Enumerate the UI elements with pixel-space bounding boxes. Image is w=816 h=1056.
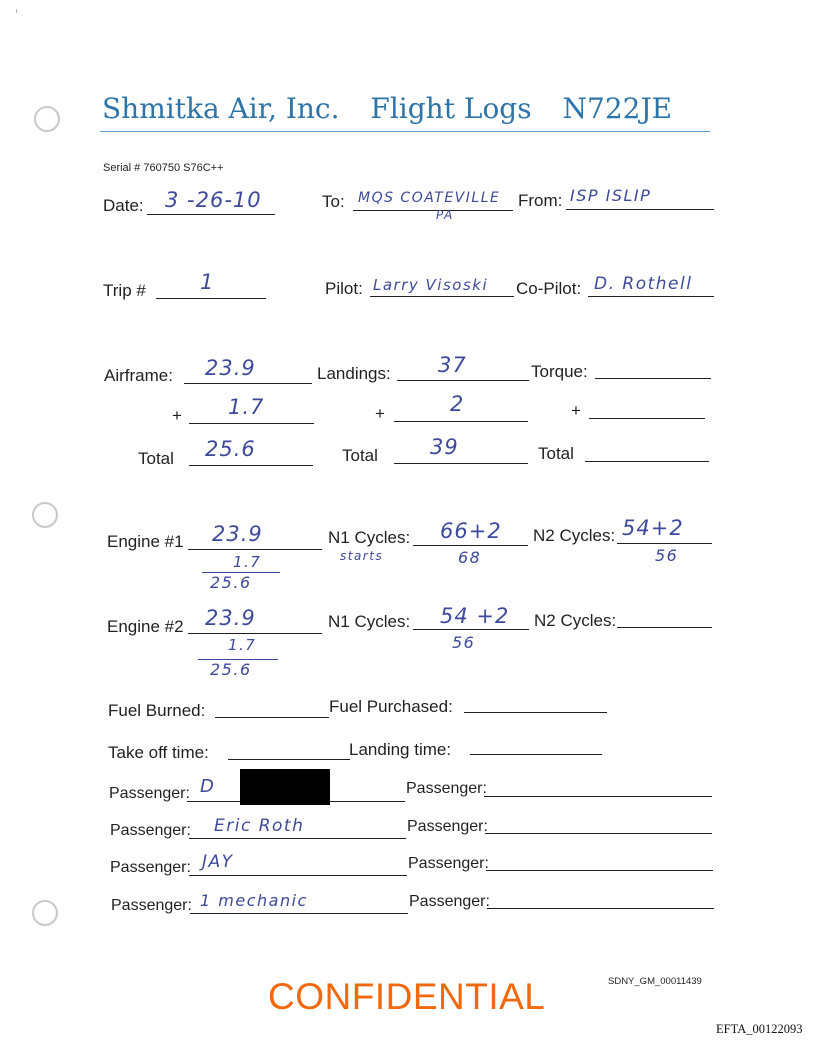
- airframe-add-line: [189, 423, 314, 424]
- airframe-total-label: Total: [138, 449, 174, 468]
- engine1-n2-label: N2 Cycles:: [533, 526, 616, 545]
- airframe-label: Airframe:: [104, 366, 173, 385]
- landings-total-line: [394, 463, 528, 464]
- engine1-label: Engine #1: [107, 532, 184, 551]
- landings-value: 37: [438, 353, 467, 377]
- engine1-add: 1.7: [233, 553, 262, 571]
- bates-number: SDNY_GM_00011439: [608, 976, 702, 987]
- engine1-n2-line: [617, 543, 712, 544]
- airframe-plus: +: [172, 406, 182, 425]
- torque-field-line: [595, 378, 711, 379]
- engine1-n2-value: 54+2: [622, 516, 684, 540]
- passenger-3-label: Passenger:: [110, 822, 191, 839]
- copilot-label: Co-Pilot:: [516, 279, 582, 298]
- date-value: 3 -26-10: [165, 188, 262, 212]
- log-title: Flight Logs: [370, 92, 532, 125]
- trip-value: 1: [200, 270, 215, 294]
- copilot-field-line: [588, 296, 714, 297]
- redaction-box: [240, 769, 330, 805]
- passenger-8-label: Passenger:: [409, 893, 490, 910]
- landing-time-line: [470, 754, 602, 755]
- to-value: MQS COATEVILLE: [358, 190, 501, 206]
- from-value: ISP ISLIP: [570, 186, 652, 205]
- engine1-n2-sum: 56: [655, 546, 679, 565]
- torque-plus: +: [571, 401, 581, 420]
- binder-hole-top: [34, 106, 60, 132]
- airframe-field-line: [184, 383, 312, 384]
- date-label: Date:: [103, 196, 144, 215]
- torque-total-label: Total: [538, 444, 574, 463]
- title-underline: [100, 131, 710, 132]
- takeoff-time-line: [228, 759, 350, 760]
- serial-number: Serial # 760750 S76C++: [103, 162, 224, 174]
- engine1-value: 23.9: [212, 522, 263, 546]
- passenger-8-line: [487, 908, 714, 909]
- landings-field-line: [397, 380, 529, 381]
- page-title: [102, 92, 694, 125]
- engine1-sum: 25.6: [210, 573, 252, 592]
- passenger-1-value: D: [200, 776, 215, 797]
- engine2-n1-value: 54 +2: [440, 604, 510, 628]
- engine1-n1-value: 66+2: [440, 519, 502, 543]
- landing-time-label: Landing time:: [349, 740, 452, 759]
- fuel-purchased-label: Fuel Purchased:: [329, 697, 453, 716]
- passenger-5-line: [189, 875, 407, 876]
- passenger-7-label: Passenger:: [111, 897, 192, 914]
- passenger-5-label: Passenger:: [110, 859, 191, 876]
- torque-add-line: [589, 418, 705, 419]
- passenger-5-value: JAY: [202, 852, 234, 872]
- takeoff-time-label: Take off time:: [108, 743, 209, 762]
- engine2-add: 1.7: [228, 636, 257, 654]
- confidential-stamp: CONFIDENTIAL: [268, 976, 546, 1017]
- binder-hole-middle: [32, 502, 58, 528]
- landings-total-value: 39: [430, 435, 459, 459]
- scan-mark: [16, 9, 17, 13]
- airframe-total-value: 25.6: [205, 437, 256, 461]
- pilot-field-line: [370, 296, 514, 297]
- torque-label: Torque:: [531, 362, 588, 381]
- passenger-4-label: Passenger:: [407, 818, 488, 835]
- passenger-2-line: [484, 796, 712, 797]
- passenger-4-line: [485, 833, 712, 834]
- engine2-n1-sum: 56: [452, 633, 476, 652]
- engine1-n1-line: [413, 545, 528, 546]
- airframe-add-value: 1.7: [228, 395, 265, 419]
- engine2-field-line: [188, 633, 322, 634]
- pilot-label: Pilot:: [325, 279, 363, 298]
- passenger-6-line: [486, 870, 713, 871]
- to-label: To:: [322, 192, 345, 211]
- to-value-state: PA: [436, 208, 454, 222]
- passenger-3-line: [189, 838, 406, 839]
- engine1-n1-label: N1 Cycles:: [328, 528, 411, 547]
- engine2-n1-label: N1 Cycles:: [328, 612, 411, 631]
- engine2-value: 23.9: [205, 606, 256, 630]
- landings-label: Landings:: [317, 364, 391, 383]
- to-field-line: [353, 210, 513, 211]
- passenger-7-line: [190, 913, 408, 914]
- efta-number: EFTA_00122093: [716, 1022, 803, 1036]
- engine1-field-line: [188, 549, 322, 550]
- tail-number: N722JE: [562, 92, 673, 125]
- landings-add-line: [394, 421, 528, 422]
- landings-total-label: Total: [342, 446, 378, 465]
- engine2-n2-label: N2 Cycles:: [534, 611, 617, 630]
- engine2-label: Engine #2: [107, 617, 184, 636]
- engine2-n2-line: [617, 627, 712, 628]
- landings-plus: +: [375, 404, 385, 423]
- engine1-n1-note: starts: [340, 549, 384, 563]
- pilot-value: Larry Visoski: [373, 276, 489, 294]
- airframe-value: 23.9: [205, 356, 256, 380]
- trip-label: Trip #: [103, 281, 146, 300]
- passenger-3-value: Eric Roth: [214, 816, 305, 836]
- passenger-6-label: Passenger:: [408, 855, 489, 872]
- fuel-burned-label: Fuel Burned:: [108, 701, 206, 720]
- passenger-2-label: Passenger:: [406, 780, 487, 797]
- engine2-n1-line: [413, 629, 529, 630]
- torque-total-line: [585, 461, 709, 462]
- fuel-burned-line: [215, 717, 329, 718]
- landings-add-value: 2: [450, 392, 465, 416]
- fuel-purchased-line: [464, 712, 607, 713]
- company-name: Shmitka Air, Inc.: [102, 92, 340, 125]
- trip-field-line: [156, 298, 266, 299]
- passenger-7-value: 1 mechanic: [200, 891, 308, 910]
- airframe-total-line: [189, 465, 313, 466]
- binder-hole-bottom: [32, 900, 58, 926]
- passenger-1-label: Passenger:: [109, 785, 190, 802]
- date-field-line: [147, 214, 275, 215]
- engine1-n1-sum: 68: [458, 548, 482, 567]
- from-label: From:: [518, 191, 563, 210]
- copilot-value: D. Rothell: [594, 274, 693, 294]
- from-field-line: [566, 209, 714, 210]
- engine2-sum: 25.6: [210, 660, 252, 679]
